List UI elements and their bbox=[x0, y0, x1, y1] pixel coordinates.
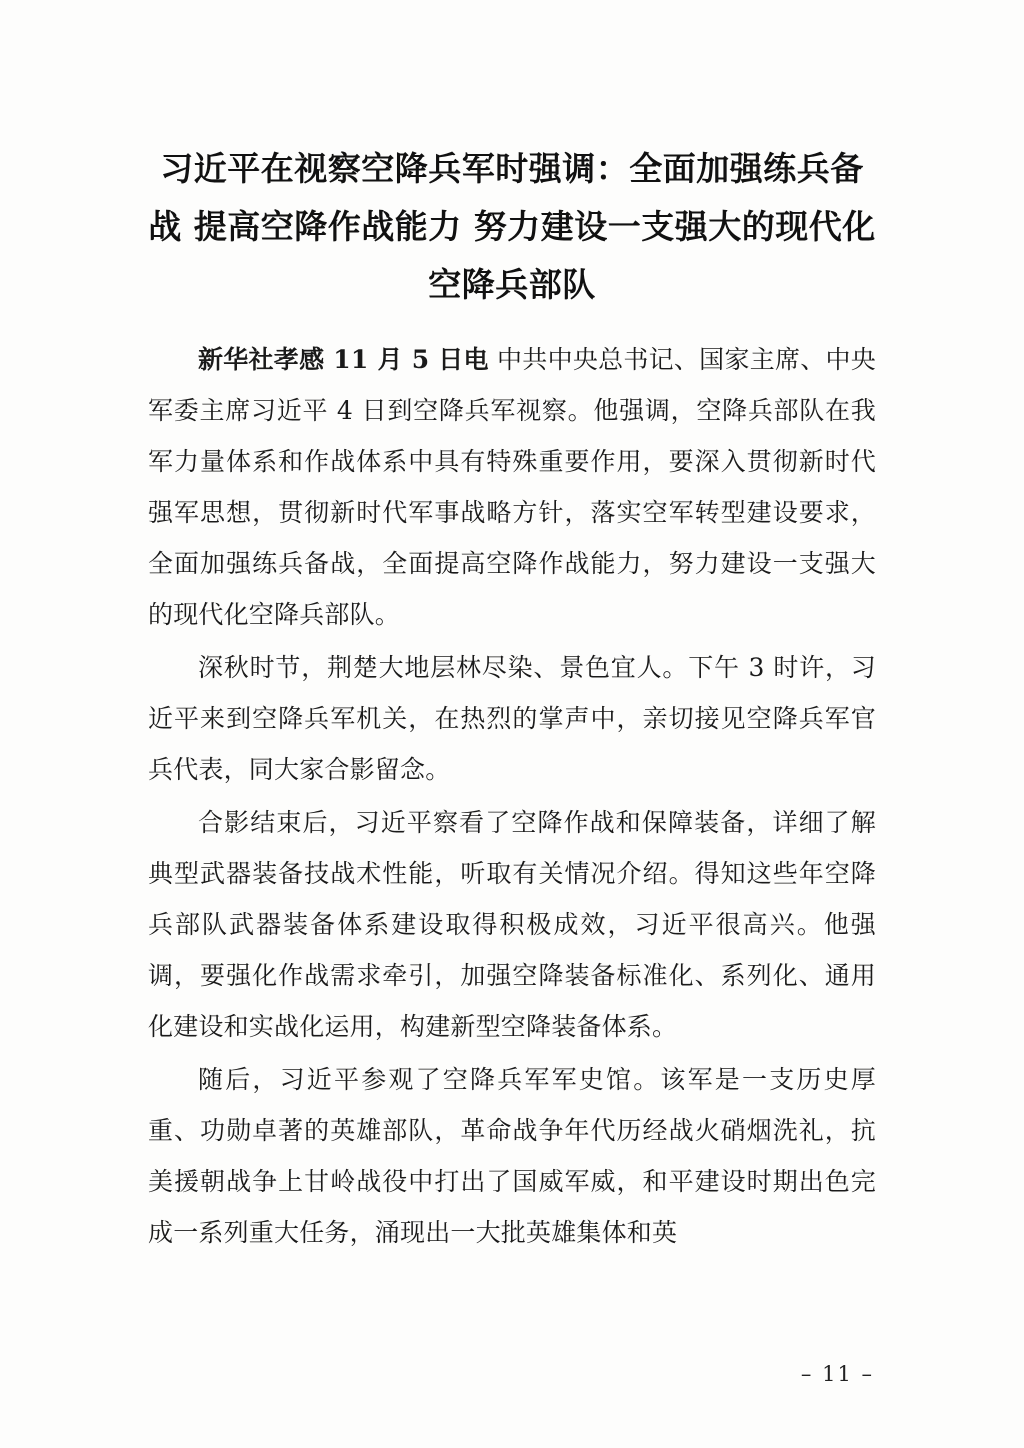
paragraph-1 bbox=[148, 334, 876, 640]
page-number: – 11 – bbox=[800, 1362, 874, 1386]
paragraph-2 bbox=[148, 642, 876, 795]
paragraph-text: 合影结束后，习近平察看了空降作战和保障装备，详细了解典型武器装备技战术性能，听取有关情况介绍。得知这些年空降兵部队武器装备体系建设取得积极成效，习近平很高兴。他强调，要强化作战需求牵引，加强空降装备标准化、系列化、通用化建设和实战化运用，构建新型空降装备体系。 bbox=[148, 808, 876, 1041]
paragraph-text: 随后，习近平参观了空降兵军军史馆。该军是一支历史厚重、功勋卓著的英雄部队，革命战争年代历经战火硝烟洗礼，抗美援朝战争上甘岭战役中打出了国威军威，和平建设时期出色完成一系列重大任务，涌现出一大批英雄集体和英 bbox=[148, 1065, 876, 1247]
document-body bbox=[148, 140, 876, 1260]
paragraph-text: 深秋时节，荆楚大地层林尽染、景色宜人。下午 3 时许，习近平来到空降兵军机关，在热烈的掌声中，亲切接见空降兵军官兵代表，同大家合影留念。 bbox=[148, 653, 876, 784]
paragraph-4 bbox=[148, 1054, 876, 1258]
paragraph-lead: 新华社孝感 11 月 5 日电 bbox=[198, 345, 489, 374]
paragraph-text: 中共中央总书记、国家主席、中央军委主席习近平 4 日到空降兵军视察。他强调，空降兵部队在我军力量体系和作战体系中具有特殊重要作用，要深入贯彻新时代强军思想，贯彻新时代军事战略方针，落实空军转型建设要求，全面加强练兵备战，全面提高空降作战能力，努力建设一支强大的现代化空降兵部队。 bbox=[148, 345, 876, 629]
paragraph-3 bbox=[148, 797, 876, 1052]
page-title: 习近平在视察空降兵军时强调：全面加强练兵备战 提高空降作战能力 努力建设一支强大的现代化空降兵部队 bbox=[148, 149, 876, 304]
